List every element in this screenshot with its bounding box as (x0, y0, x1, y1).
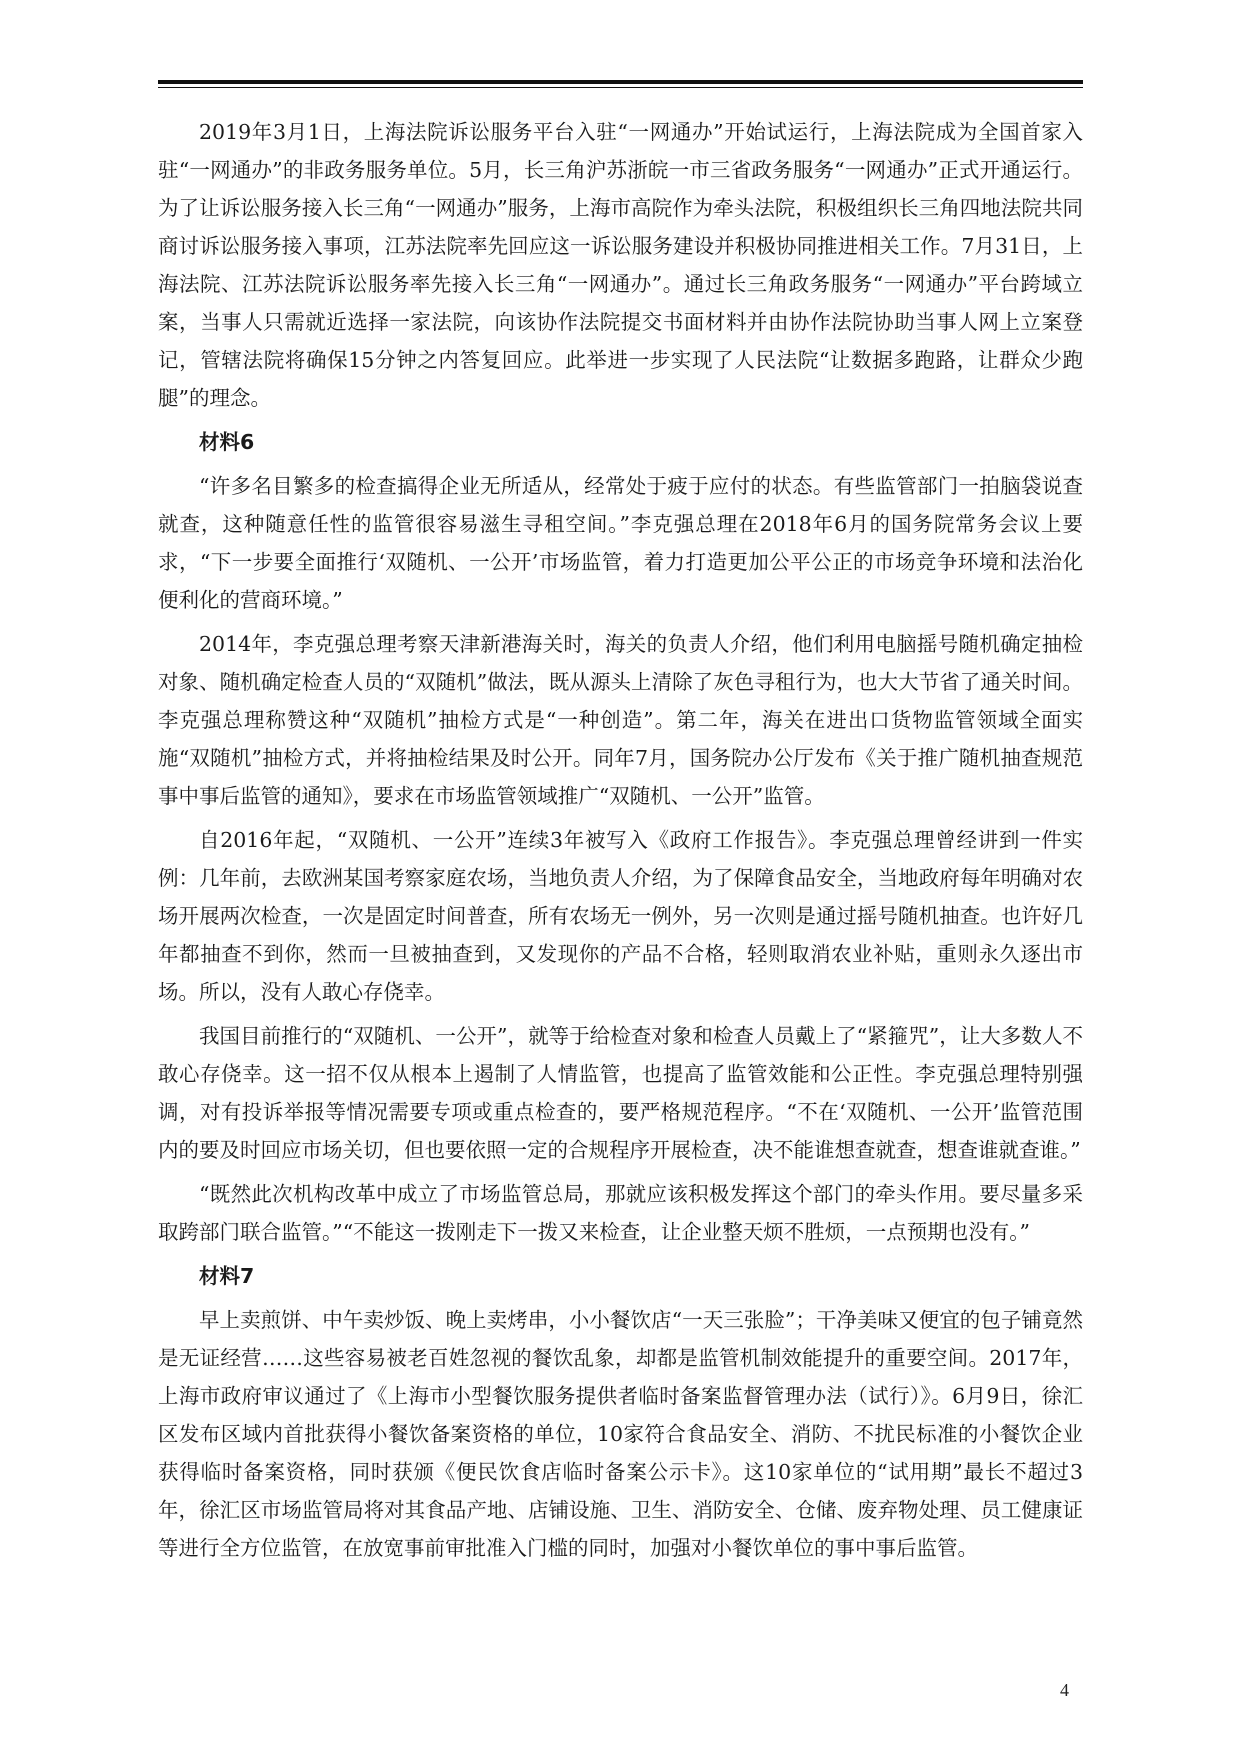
section-heading: 材料7 (199, 1264, 255, 1288)
header-rule-thin (158, 87, 1083, 88)
paragraph: 2014年，李克强总理考察天津新港海关时，海关的负责人介绍，他们利用电脑摇号随机确定抽检对象、随机确定检查人员的“双随机”做法，既从源头上清除了灰色寻租行为，也大大节省了通关时间。李克强总理称赞这种“双随机”抽检方式是“一种创造”。第二年，海关在进出口货物监管领域全面实施“双随机”抽检方式，并将抽检结果及时公开。同年7月，国务院办公厅发布《关于推广随机抽查规范事中事后监管的通知》，要求在市场监管领域推广“双随机、一公开”监管。 (158, 632, 1083, 808)
paragraph: 自2016年起，“双随机、一公开”连续3年被写入《政府工作报告》。李克强总理曾经讲到一件实例：几年前，去欧洲某国考察家庭农场，当地负责人介绍，为了保障食品安全，当地政府每年明确对农场开展两次检查，一次是固定时间普查，所有农场无一例外，另一次则是通过摇号随机抽查。也许好几年都抽查不到你，然而一旦被抽查到，又发现你的产品不合格，轻则取消农业补贴，重则永久逐出市场。所以，没有人敢心存侥幸。 (158, 828, 1083, 1004)
header-rule-thick (158, 80, 1083, 84)
paragraph: “许多名目繁多的检查搞得企业无所适从，经常处于疲于应付的状态。有些监管部门一拍脑袋说查就查，这种随意任性的监管很容易滋生寻租空间。”李克强总理在2018年6月的国务院常务会议上要求，“下一步要全面推行‘双随机、一公开’市场监管，着力打造更加公平公正的市场竞争环境和法治化便利化的营商环境。” (158, 474, 1083, 612)
paragraph: “既然此次机构改革中成立了市场监管总局，那就应该积极发挥这个部门的牵头作用。要尽量多采取跨部门联合监管。”“不能这一拨刚走下一拨又来检查，让企业整天烦不胜烦，一点预期也没有。” (158, 1182, 1083, 1244)
paragraph: 我国目前推行的“双随机、一公开”，就等于给检查对象和检查人员戴上了“紧箍咒”，让大多数人不敢心存侥幸。这一招不仅从根本上遏制了人情监管，也提高了监管效能和公正性。李克强总理特别强调，对有投诉举报等情况需要专项或重点检查的，要严格规范程序。“不在‘双随机、一公开’监管范围内的要及时回应市场关切，但也要依照一定的合规程序开展检查，决不能谁想查就查，想查谁就查谁。” (158, 1024, 1083, 1162)
paragraph: 早上卖煎饼、中午卖炒饭、晚上卖烤串，小小餐饮店“一天三张脸”；干净美味又便宜的包子铺竟然是无证经营……这些容易被老百姓忽视的餐饮乱象，却都是监管机制效能提升的重要空间。2017年，上海市政府审议通过了《上海市小型餐饮服务提供者临时备案监督管理办法（试行）》。6月9日，徐汇区发布区域内首批获得小餐饮备案资格的单位，10家符合食品安全、消防、不扰民标准的小餐饮企业获得临时备案资格，同时获颁《便民饮食店临时备案公示卡》。这10家单位的“试用期”最长不超过3年，徐汇区市场监管局将对其食品产地、店铺设施、卫生、消防安全、仓储、废弃物处理、员工健康证等进行全方位监管，在放宽事前审批准入门槛的同时，加强对小餐饮单位的事中事后监管。 (158, 1308, 1083, 1560)
page-number: 4 (1060, 1680, 1069, 1700)
section-heading: 材料6 (199, 430, 255, 454)
paragraph: 2019年3月1日，上海法院诉讼服务平台入驻“一网通办”开始试运行，上海法院成为全国首家入驻“一网通办”的非政务服务单位。5月，长三角沪苏浙皖一市三省政务服务“一网通办”正式开通运行。为了让诉讼服务接入长三角“一网通办”服务，上海市高院作为牵头法院，积极组织长三角四地法院共同商讨诉讼服务接入事项，江苏法院率先回应这一诉讼服务建设并积极协同推进相关工作。7月31日，上海法院、江苏法院诉讼服务率先接入长三角“一网通办”。通过长三角政务服务“一网通办”平台跨域立案，当事人只需就近选择一家法院，向该协作法院提交书面材料并由协作法院协助当事人网上立案登记，管辖法院将确保15分钟之内答复回应。此举进一步实现了人民法院“让数据多跑路，让群众少跑腿”的理念。 (158, 120, 1083, 410)
document-body (158, 113, 1083, 1573)
